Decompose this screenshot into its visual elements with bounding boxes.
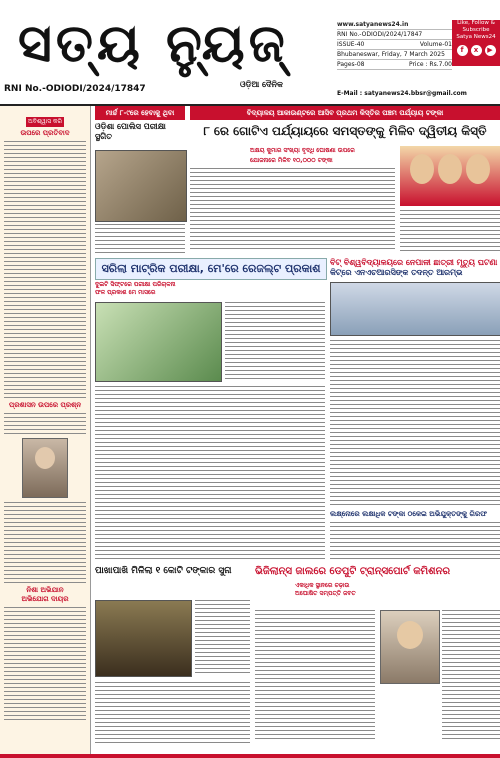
left-story-1-body — [4, 141, 86, 398]
lead-headline: ୮ ରେ ଗୋଟିଏ ପର୍ଯ୍ୟାୟରେ ସମସ୍ତଙ୍କୁ ମିଳିବ ଦ୍ୱିତୀୟ କିସ୍ତି — [203, 124, 487, 138]
tagline: ଓଡ଼ିଆ ଦୈନିକ — [240, 80, 283, 89]
official-portrait — [380, 610, 440, 684]
left-story-3-body — [4, 607, 86, 720]
lead-story-body-right — [400, 210, 500, 254]
bottom-strip — [0, 754, 500, 758]
left-story-2-body-b — [4, 502, 86, 583]
police-exam-headline: ଓଡ଼ିଶା ପୋଲିସ ପରୀକ୍ଷା ସ୍ଥଗିତ — [95, 122, 166, 141]
matric-story-body — [225, 302, 325, 382]
newspaper-logo: ସତ୍ୟ ନ୍ୟୁଜ୍ — [18, 13, 289, 74]
social-follow-box — [452, 20, 500, 66]
rni-right: RNI No.-ODIODI/2024/17847 — [337, 31, 423, 38]
lead-photo — [400, 146, 500, 206]
vigilance-story-body-right — [442, 610, 500, 742]
left-headline-2: ପ୍ରଶାସନ ଉପରେ ପ୍ରଶ୍ନ — [8, 401, 82, 409]
follow-handle: Satya News24 — [456, 34, 496, 40]
police-exam-banner: ମାର୍ଚ୍ଚ ୮-୯ରେ ହେବାକୁ ଥିବା — [95, 106, 185, 120]
kiit-headline: ବିଟ୍ ବିଶ୍ୱବିଦ୍ୟାଳୟରେ ନେପାଳୀ ଛାତ୍ରୀ ମୃତ୍ୟୁ ଘଟଣା କିଟ୍‌ରେ ଏନଏଚଆରସିଙ୍କ ତଦନ୍ତ ଆରମ୍ଭ — [330, 258, 498, 277]
left-portrait-photo — [22, 438, 68, 498]
lead-bullet-1: ଅକ୍ଷୟ କୁମାର ସଂଖ୍ୟା ବୃଦ୍ଧି ଘୋଷଣା ଉପରେ — [250, 147, 355, 154]
kiit-story-body — [330, 340, 500, 508]
left-story-2-body — [4, 413, 86, 434]
issue-number: ISSUE-40 — [337, 41, 365, 48]
volume: Volume-01 — [419, 41, 452, 48]
matric-exam-tags: ଦୁଇଟି ସିଫ୍ଟରେ ପରୀକ୍ଷା ପରିଚାଳନା ଫଳ ପ୍ରକାଶ ମେ ମାସରେ — [95, 281, 176, 296]
vigilance-headline: ଭିଜିଲାନ୍ସ ଜାଲରେ ଡେପୁଟି ଟ୍ରାନ୍ସପୋର୍ଟ କମିଶନର — [255, 566, 451, 577]
rni-number: RNI No.-ODIODI/2024/17847 — [4, 84, 146, 94]
left-headline-3: ନିଶା ଅଭିଯାନ ଅଭିଯୋଗ ଦାୟର — [21, 586, 69, 603]
matric-story-body-b — [95, 386, 325, 562]
email-line: E-Mail : satyanews24.bbsr@gmail.com — [337, 90, 467, 97]
vigilance-story-body — [255, 610, 375, 742]
price: Price : Rs.7.00 — [408, 61, 452, 68]
police-photo — [95, 150, 187, 222]
students-photo — [95, 302, 222, 382]
lucknow-story-body — [330, 522, 500, 562]
masthead — [0, 0, 500, 106]
police-story-body — [95, 224, 185, 256]
gold-story-body — [195, 600, 250, 676]
kiit-campus-photo — [330, 282, 500, 336]
left-headline-1: ଉପରେ ପ୍ରତିବାଦ — [20, 129, 70, 137]
vigilance-tags: ଏକାଧିକ ସ୍ଥାନରେ ଚଢ଼ାଉ ଅଘୋଷିତ ସମ୍ପତ୍ତି ଜବତ — [295, 582, 356, 597]
left-tag-1: ଅବିଶ୍ୱାସ କରି — [28, 118, 62, 125]
gold-seizure-headline: ପାଖାପାଖି ମିଳିଲା ୧ କୋଟି ଟଙ୍କାର ସୁନା — [95, 566, 232, 576]
facebook-icon[interactable]: f — [457, 45, 468, 56]
left-column — [0, 106, 91, 758]
website-link[interactable]: www.satyanews24.in — [337, 21, 409, 28]
lucknow-fraud-headline: ଲକ୍ଷ୍ନୋରେ ଲକ୍ଷାଧିକ ଟଙ୍କା ଠକେଇ ଅଭିଯୁକ୍ତଙ୍କୁ ଗିରଫ — [330, 510, 487, 518]
follow-label: Like, Follow & Subscribe — [457, 20, 495, 33]
twitter-icon[interactable]: x — [471, 45, 482, 56]
pages: Pages-08 — [337, 61, 365, 68]
gold-story-body-b — [95, 682, 250, 746]
masthead-info — [337, 20, 452, 70]
lead-bullets — [250, 146, 400, 166]
matric-exam-headline: ସରିଲା ମାଟ୍ରିକ ପରୀକ୍ଷା, ମେ'ରେ ରେଜଲ୍ଟ ପ୍ରକାଶ — [95, 258, 327, 280]
lead-bullet-2: ଯୋଜନାରେ ମିଳିବ ୧୦,୦୦୦ ଟଙ୍କା — [250, 157, 333, 164]
youtube-icon[interactable]: ▶ — [485, 45, 496, 56]
lead-story-body — [190, 168, 395, 252]
gold-seizure-photo — [95, 600, 192, 677]
lead-story-banner: ବିଦ୍ୟାଳୟ ଆକାଉଣ୍ଟରେ ଆସିବ ପ୍ରଥମ କିସ୍ତିର ପଞ୍ଚମ ପର୍ଯ୍ୟାୟ ଟଙ୍କା — [190, 106, 500, 120]
date-line: Bhubaneswar, Friday, 7 March 2025 — [337, 51, 445, 58]
